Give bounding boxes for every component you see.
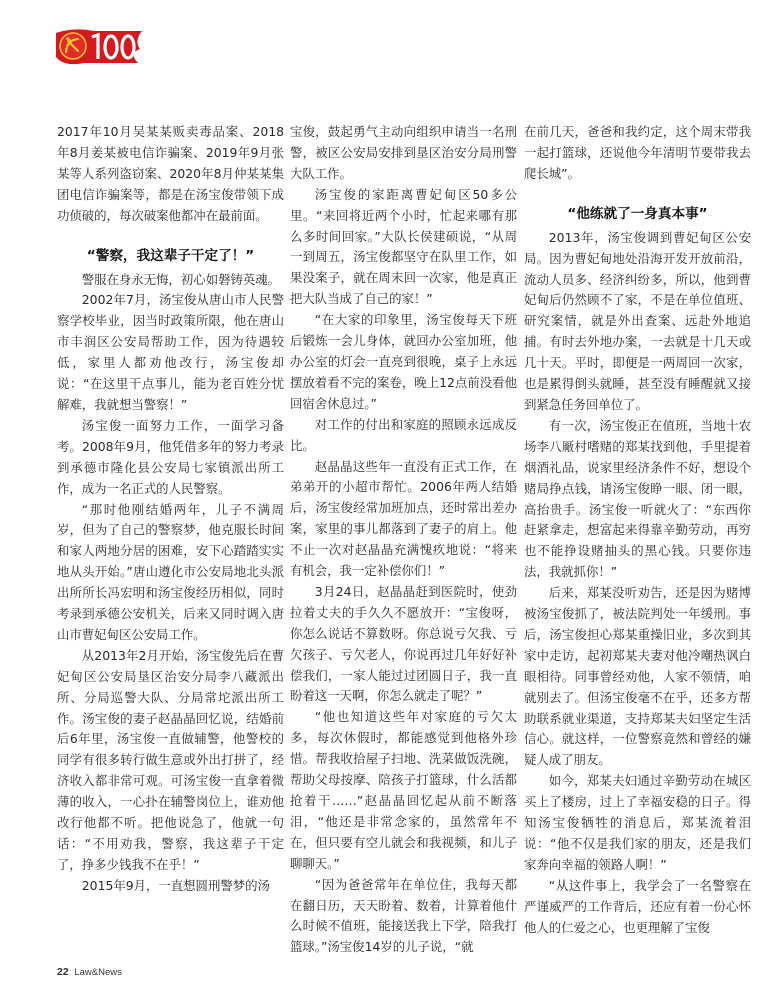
paragraph: 警服在身永无悔，初心如磐铸英魂。 xyxy=(81,271,281,287)
paragraph: “在大家的印象里，汤宝俊每天下班后锻炼一会儿身体，就回办公室加班，他办公室的灯会一直亮到很晚，桌子上永远摆放着看不完的案卷，晚上12点前没看他回宿舍休息过。” xyxy=(290,312,517,411)
paragraph: 宝俊，鼓起勇气主动向组织申请当一名刑警，被区公安局安排到垦区治安分局刑警大队工作。 xyxy=(290,124,517,181)
paragraph: 如今，郑某夫妇通过辛勤劳动在城区买上了楼房，过上了幸福安稳的日子。得知汤宝俊牺牲的消息后，郑某流着泪说：“他不仅是我们家的朋友，还是我们家奔向幸福的领路人啊！” xyxy=(524,773,751,872)
paragraph: 有一次，汤宝俊正在值班，当地十农场李八厰村嗜赌的郑某找到他，手里提着烟酒礼品，说家里经济条件不好，想设个赌局挣点钱，请汤宝俊睁一眼、闭一眼，高抬贵手。汤宝俊一听就火了：“东西你赶紧拿走，想富起来得靠辛勤劳动，再穷也不能挣设赌抽头的黑心钱。只要你违法，我就抓你！” xyxy=(524,417,751,580)
paragraph: “因为爸爸常年在单位住，我每天都在翻日历，天天盼着、数着，计算着他什么时候不值班，能接送我上下学，陪我打篮球。”汤宝俊14岁的儿子说，“就 xyxy=(290,876,517,955)
paragraph: 2002年7月，汤宝俊从唐山市人民警察学校毕业，因当时政策所限，他在唐山市丰润区公安局帮助工作，因为待遇较低，家里人都劝他改行，汤宝俊却说：“在这里干点事儿，能为老百姓分忧解难，我就想当警察！” xyxy=(57,292,284,412)
paragraph: 2015年9月，一直想圆刑警梦的汤 xyxy=(81,877,270,893)
paragraph: “从这件事上，我学会了一名警察在严谨威严的工作背后，还应有着一份心怀他人的仁爱之心，也更理解了宝俊 xyxy=(524,877,751,935)
paragraph: 3月24日，赵晶晶赶到医院时，使劲拉着丈夫的手久久不愿放开：“宝俊呀，你怎么说话不算数呀。你总说亏欠我、亏欠孩子、亏欠老人，你说再过几年好好补偿我们，一家人能过过团圆日子，我一直盼着这一天啊，你怎么就走了呢？” xyxy=(290,583,517,704)
section-heading: “警察，我这辈子干定了！” xyxy=(86,247,255,264)
paragraph: 在前几天，爸爸和我约定，这个周末带我一起打篮球，还说他今年清明节要带我去爬长城”。 xyxy=(524,124,751,181)
page-number: 22 xyxy=(57,966,69,978)
paragraph: 后来，郑某没听劝告，还是因为赌博被汤宝俊抓了，被法院判处一年缓刑。事后，汤宝俊担心郑某重操旧业，多次到其家中走访，起初郑某夫妻对他冷嘲热讽白眼相待。同事曾经劝他，人家不领情，咱就别去了。但汤宝俊毫不在乎，还多方帮助联系就业渠道，支持郑某夫妇坚定生活信心。就这样，一位警察竟然和曾经的嫌疑人成了朋友。 xyxy=(524,585,751,768)
section-heading: “他练就了一身真本事” xyxy=(567,205,708,222)
paragraph: 汤宝俊的家距离曹妃甸区50多公里。“来回将近两个小时，忙起来哪有那么多时间回家。”大队长侯建硕说，“从周一到周五，汤宝俊都坚守在队里工作，如果没案子，就在周末回一次家，他是真正把大队当成了自己的家！” xyxy=(290,186,517,307)
paragraph: 对工作的付出和家庭的照顾永远成反比。 xyxy=(290,416,517,453)
party-emblem-100-icon xyxy=(54,27,144,67)
text-column-3 xyxy=(524,122,751,942)
text-column-1 xyxy=(57,122,284,942)
paragraph: 从2013年2月开始，汤宝俊先后在曹妃甸区公安局垦区治安分局李八藏派出所、分局巡警大队、分局常坨派出所工作。汤宝俊的妻子赵晶晶回忆说，结婚前后6年里，汤宝俊一直做辅警，他警校的同学有很多转行做生意或外出打拼了，经济收入都非常可观。可汤宝俊一直拿着微薄的收入，一心扑在辅警岗位上，谁劝他改行他都不听。把他说急了，他就一句话：“不用劝我，警察，我这辈子干定了，挣多少钱我不在乎！” xyxy=(57,647,284,872)
magazine-name: Law&News xyxy=(74,967,122,978)
centennial-logo xyxy=(54,27,144,67)
paragraph: “那时他刚结婚两年，儿子不满周岁，但为了自己的警察梦，他克服长时间和家人两地分居的困难，安下心踏踏实实地从头开始。”唐山遵化市公安局地北头派出所所长冯宏明和汤宝俊经历相似，同时考录到承德公安机关，后来又同时调入唐山市曹妃甸区公安局工作。 xyxy=(57,501,284,642)
page-footer xyxy=(57,966,122,978)
paragraph: 汤宝俊一面努力工作，一面学习备考。2008年9月，他凭借多年的努力考录到承德市隆化县公安局七家镇派出所工作，成为一名正式的人民警察。 xyxy=(57,417,284,496)
paragraph: 2017年10月吴某某贩卖毒品案、2018年8月姜某被电信诈骗案、2019年9月张某等人系列盗窃案、2020年8月仲某某集团电信诈骗案等，都是在汤宝俊带领下成功侦破的，每次破案他都冲在最前面。 xyxy=(57,124,284,223)
text-column-2 xyxy=(290,122,517,955)
paragraph: 赵晶晶这些年一直没有正式工作，在弟弟开的小超市帮忙。2006年两人结婚后，汤宝俊经常加班加点，还时常出差办案，家里的事儿都落到了妻子的肩上。他不止一次对赵晶晶充满愧疚地说：“将来有机会，我一定补偿你们！” xyxy=(290,458,517,579)
paragraph: 2013年，汤宝俊调到曹妃甸区公安局。因为曹妃甸地处沿海开发开放前沿，流动人员多、经济纠纷多，所以，他到曹妃甸后仍然顾不了家，不是在单位值班、研究案情，就是外出查案、远赴外地追捕。有时去外地办案，一去就是十几天或几十天。平时，即便是一两周回一次家，也是累得倒头就睡，甚至没有睡醒就又接到紧急任务回单位了。 xyxy=(524,229,751,412)
paragraph: “他也知道这些年对家庭的亏欠太多，每次休假时，都能感觉到他格外珍惜。帮我收拾屋子扫地、洗菜做饭洗碗，帮助父母按摩、陪孩子打篮球，什么活都抢着干……”赵晶晶回忆起从前不断落泪，“他还是非常念家的，虽然常年不在，但只要有空儿就会和我视频，和儿子聊聊天。” xyxy=(290,709,517,871)
